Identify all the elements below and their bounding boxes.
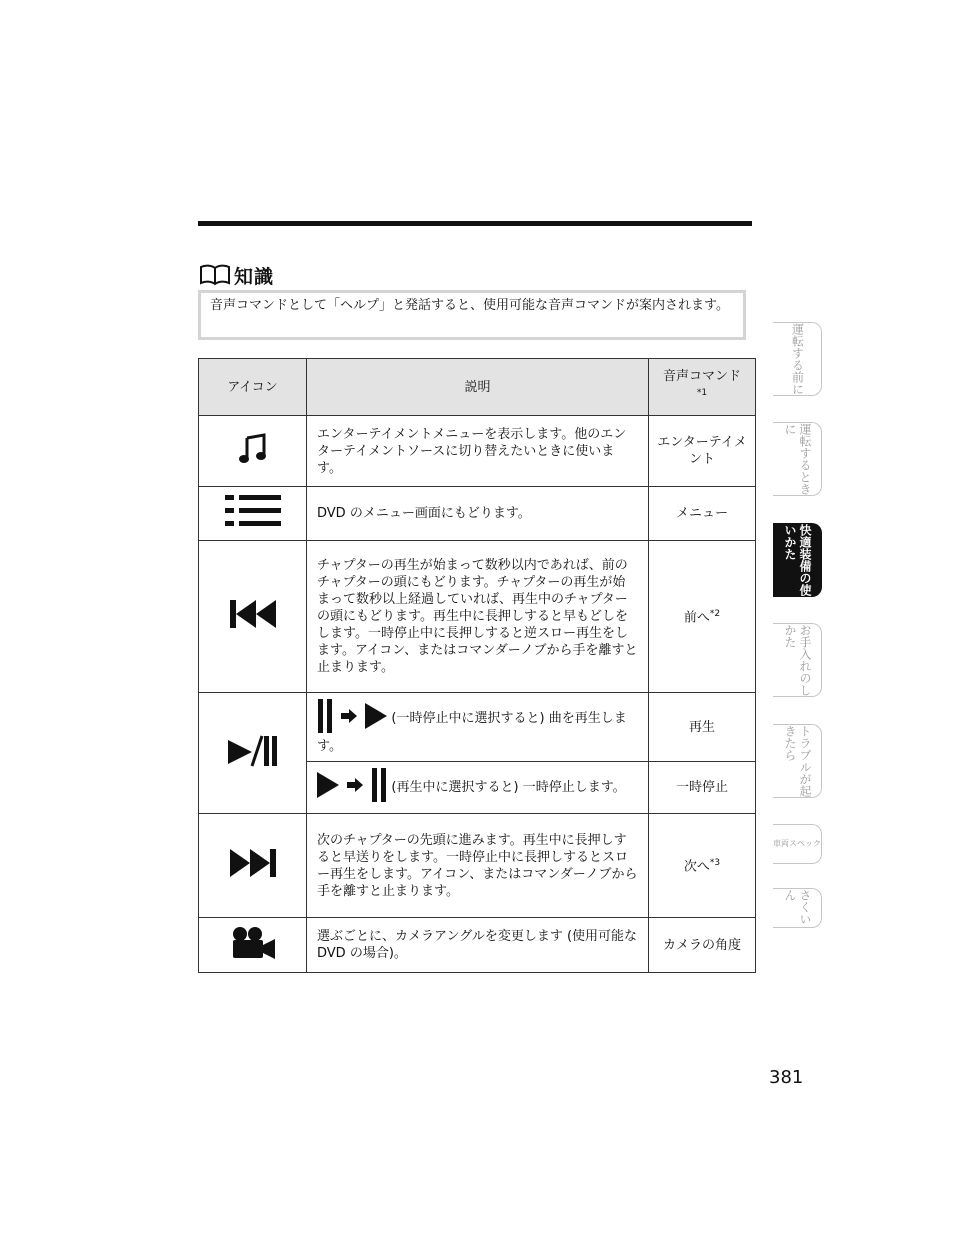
table-row bbox=[199, 487, 756, 541]
row-description: エンターテイメントメニューを表示します。他のエンターテイメントソースに切り替えたいときに使います。 bbox=[307, 416, 649, 487]
tab-before-driving[interactable]: 運転する前に bbox=[773, 322, 822, 396]
camera-angle-icon bbox=[199, 918, 307, 973]
row-description bbox=[307, 762, 649, 814]
heading-title: 知識 bbox=[234, 265, 275, 288]
pause-icon bbox=[371, 768, 387, 807]
play-pause-icon bbox=[199, 693, 307, 814]
header-voice-command-label: 音声コマンド bbox=[662, 369, 741, 385]
next-track-icon bbox=[199, 814, 307, 918]
table-row bbox=[199, 918, 756, 973]
row-command: 再生 bbox=[649, 693, 756, 762]
pause-description: (再生中に選択すると) 一時停止します。 bbox=[391, 780, 626, 795]
tab-while-driving[interactable]: 運転するときに bbox=[773, 422, 822, 496]
row-description: チャプターの再生が始まって数秒以内であれば、前のチャプターの頭にもどります。チャプターの再生が始まって数秒以上経過していれば、再生中のチャプターの頭にもどります。再生中に長押しすると早もどしをします。一時停止中に長押しすると逆スロー再生をします。アイコン、またはコマンダーノブから手を離すと止まります。 bbox=[307, 541, 649, 693]
footnote-mark: *3 bbox=[709, 858, 721, 869]
row-command: エンターテイメント bbox=[649, 416, 756, 487]
header-footnote-mark: *1 bbox=[696, 388, 708, 399]
arrow-right-icon bbox=[341, 709, 357, 728]
row-description: 次のチャプターの先頭に進みます。再生中に長押しすると早送りをします。一時停止中に長押しするとスロー再生をします。アイコン、またはコマンダーノブから手を離すと止まります。 bbox=[307, 814, 649, 918]
header-voice-command bbox=[649, 359, 756, 416]
play-icon bbox=[365, 703, 387, 734]
pause-icon bbox=[317, 699, 333, 738]
row-command bbox=[649, 541, 756, 693]
tab-vehicle-specs[interactable]: 車両スペック bbox=[773, 824, 822, 864]
tab-maintenance[interactable]: お手入れのしかた bbox=[773, 623, 822, 697]
row-command: メニュー bbox=[649, 487, 756, 541]
command-label: 次へ bbox=[683, 859, 710, 875]
row-command: 一時停止 bbox=[649, 762, 756, 814]
header-rule bbox=[198, 221, 752, 226]
music-note-icon bbox=[199, 416, 307, 487]
row-command: カメラの角度 bbox=[649, 918, 756, 973]
tab-comfort-equipment[interactable]: 快適装備の使いかた bbox=[773, 523, 822, 597]
knowledge-heading bbox=[199, 262, 274, 288]
note-box: 音声コマンドとして「ヘルプ」と発話すると、使用可能な音声コマンドが案内されます。 bbox=[198, 290, 746, 340]
row-description: DVD のメニュー画面にもどります。 bbox=[307, 487, 649, 541]
tab-troubleshooting[interactable]: トラブルが起きたら bbox=[773, 724, 822, 798]
play-description: (一時停止中に選択すると) 曲を再生します。 bbox=[317, 711, 627, 754]
table-row bbox=[199, 693, 756, 762]
table-row bbox=[199, 814, 756, 918]
command-label: 前へ bbox=[683, 610, 710, 626]
table-header-row bbox=[199, 359, 756, 416]
row-description: 選ぶごとに、カメラアングルを変更します (使用可能な DVD の場合)。 bbox=[307, 918, 649, 973]
command-table bbox=[198, 358, 756, 973]
menu-list-icon bbox=[199, 487, 307, 541]
row-command bbox=[649, 814, 756, 918]
table-row bbox=[199, 541, 756, 693]
book-icon bbox=[199, 264, 231, 286]
previous-track-icon bbox=[199, 541, 307, 693]
page-number: 381 bbox=[769, 1067, 804, 1088]
header-description: 説明 bbox=[307, 359, 649, 416]
arrow-right-icon bbox=[347, 778, 363, 797]
header-icon: アイコン bbox=[199, 359, 307, 416]
row-description bbox=[307, 693, 649, 762]
footnote-mark: *2 bbox=[709, 609, 721, 620]
tab-index[interactable]: さくいん bbox=[773, 888, 822, 928]
table-row bbox=[199, 416, 756, 487]
play-icon bbox=[317, 772, 339, 803]
